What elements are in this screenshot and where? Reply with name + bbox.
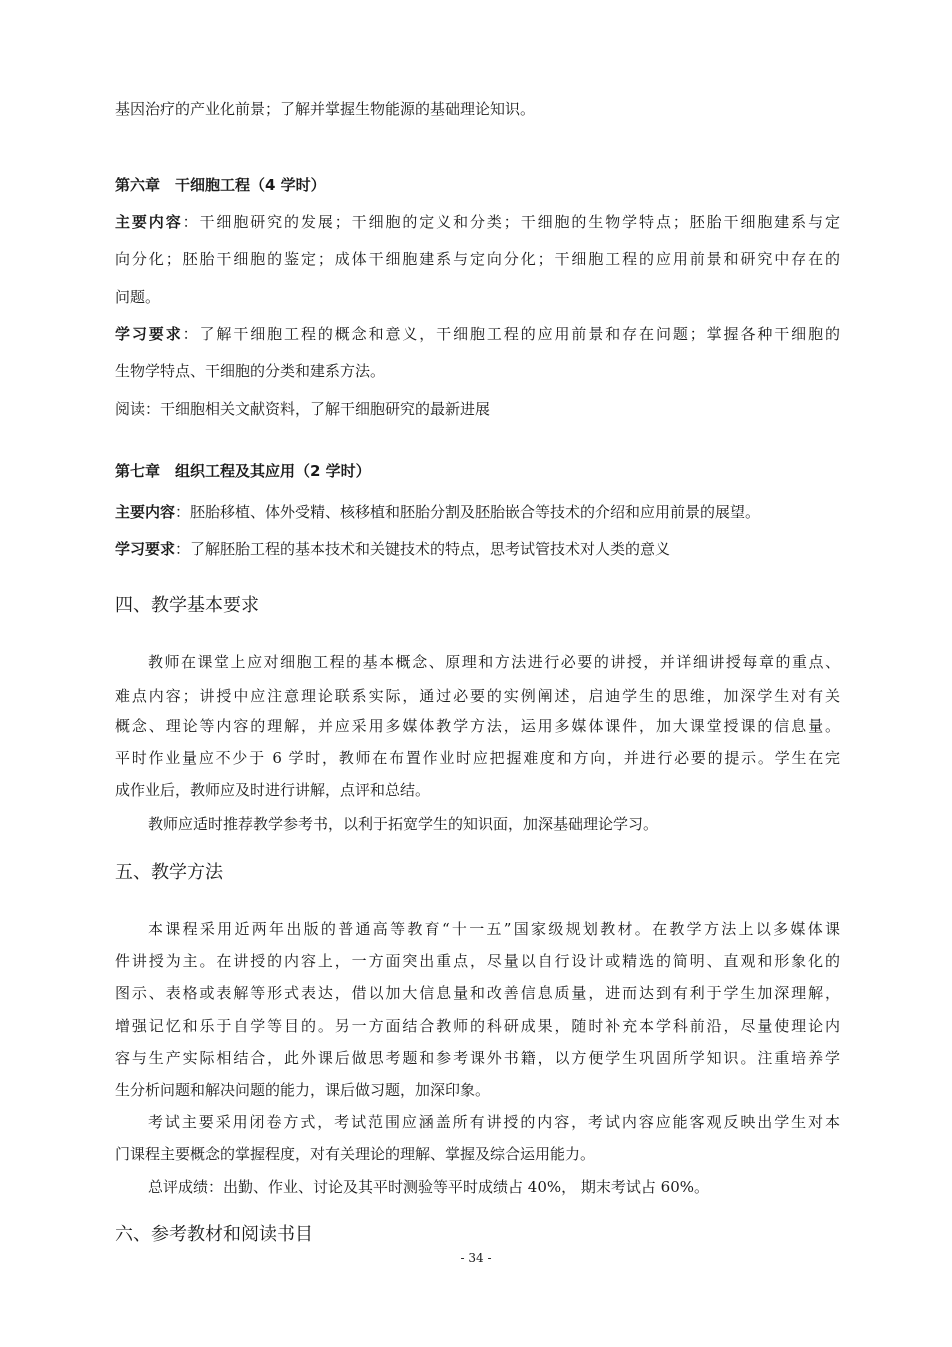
ch7-requirements-label: 学习要求	[115, 540, 176, 558]
ch6-reading-line: 阅读：干细胞相关文献资料，了解干细胞研究的最新进展	[115, 400, 491, 418]
sec5-paragraph-line: 门课程主要概念的掌握程度，对有关理论的理解、掌握及综合运用能力。	[115, 1145, 596, 1163]
section-4-heading: 四、教学基本要求	[115, 595, 259, 616]
chapter-7-heading: 第七章 组织工程及其应用（2 学时）	[115, 462, 371, 480]
ch6-requirements-label: 学习要求	[115, 325, 183, 343]
intro-text-line: 基因治疗的产业化前景；了解并掌握生物能源的基础理论知识。	[115, 100, 536, 118]
section-6-heading: 六、参考教材和阅读书目	[115, 1224, 313, 1245]
ch6-content-text: ：干细胞研究的发展；干细胞的定义和分类；干细胞的生物学特点；胚胎干细胞建系与定	[182, 213, 840, 231]
sec5-paragraph-line: 容与生产实际相结合，此外课后做思考题和参考课外书籍，以方便学生巩固所学知识。注重培养学	[115, 1049, 840, 1067]
sec5-paragraph-line: 生分析问题和解决问题的能力，课后做习题，加深印象。	[115, 1081, 491, 1099]
ch7-requirements-text: ：了解胚胎工程的基本技术和关键技术的特点，思考试管技术对人类的意义	[175, 540, 671, 558]
sec5-paragraph-line: 考试主要采用闭卷方式，考试范围应涵盖所有讲授的内容，考试内容应能客观反映出学生对本	[148, 1113, 840, 1131]
sec4-paragraph-line: 平时作业量应不少于 6 学时，教师在布置作业时应把握难度和方向，并进行必要的提示。学生在完	[115, 749, 840, 767]
sec4-paragraph-line: 教师在课堂上应对细胞工程的基本概念、原理和方法进行必要的讲授，并详细讲授每章的重点、	[148, 653, 840, 671]
sec4-paragraph-line: 概念、理论等内容的理解，并应采用多媒体教学方法，运用多媒体课件，加大课堂授课的信息量。	[115, 717, 840, 735]
sec4-paragraph-line: 教师应适时推荐教学参考书，以利于拓宽学生的知识面，加深基础理论学习。	[148, 815, 659, 833]
ch7-content-label: 主要内容	[115, 503, 176, 521]
sec4-paragraph-line: 成作业后，教师应及时进行讲解，点评和总结。	[115, 781, 431, 799]
sec5-paragraph-line: 总评成绩：出勤、作业、讨论及其平时测验等平时成绩占 40%， 期末考试占 60%。	[148, 1178, 709, 1196]
ch6-requirements-text: ：了解干细胞工程的概念和意义，干细胞工程的应用前景和存在问题；掌握各种干细胞的	[182, 325, 840, 343]
ch7-requirements-line	[115, 539, 840, 559]
ch6-content-line: 问题。	[115, 288, 161, 306]
section-5-heading: 五、教学方法	[115, 862, 223, 883]
ch6-content-label: 主要内容	[115, 213, 183, 231]
sec5-paragraph-line: 图示、表格或表解等形式表达，借以加大信息量和改善信息质量，进而达到有利于学生加深理解，	[115, 984, 840, 1002]
ch6-requirements-line	[115, 324, 840, 344]
page-number: - 34 -	[460, 1251, 492, 1265]
chapter-6-heading: 第六章 干细胞工程（4 学时）	[115, 176, 326, 194]
ch7-content-line	[115, 502, 840, 522]
sec5-paragraph-line: 本课程采用近两年出版的普通高等教育“十一五”国家级规划教材。在教学方法上以多媒体课	[148, 920, 840, 938]
ch7-content-text: ：胚胎移植、体外受精、核移植和胚胎分割及胚胎嵌合等技术的介绍和应用前景的展望。	[175, 503, 761, 521]
sec5-paragraph-line: 件讲授为主。在讲授的内容上，一方面突出重点，尽量以自行设计或精选的简明、直观和形象化的	[115, 952, 840, 970]
ch6-requirements-line: 生物学特点、干细胞的分类和建系方法。	[115, 362, 386, 380]
sec5-paragraph-line: 增强记忆和乐于自学等目的。另一方面结合教师的科研成果，随时补充本学科前沿，尽量使理论内	[115, 1017, 840, 1035]
ch6-content-line	[115, 212, 840, 232]
ch6-content-line: 向分化；胚胎干细胞的鉴定；成体干细胞建系与定向分化；干细胞工程的应用前景和研究中存在的	[115, 250, 840, 268]
sec4-paragraph-line: 难点内容；讲授中应注意理论联系实际，通过必要的实例阐述，启迪学生的思维，加深学生对有关	[115, 687, 840, 705]
